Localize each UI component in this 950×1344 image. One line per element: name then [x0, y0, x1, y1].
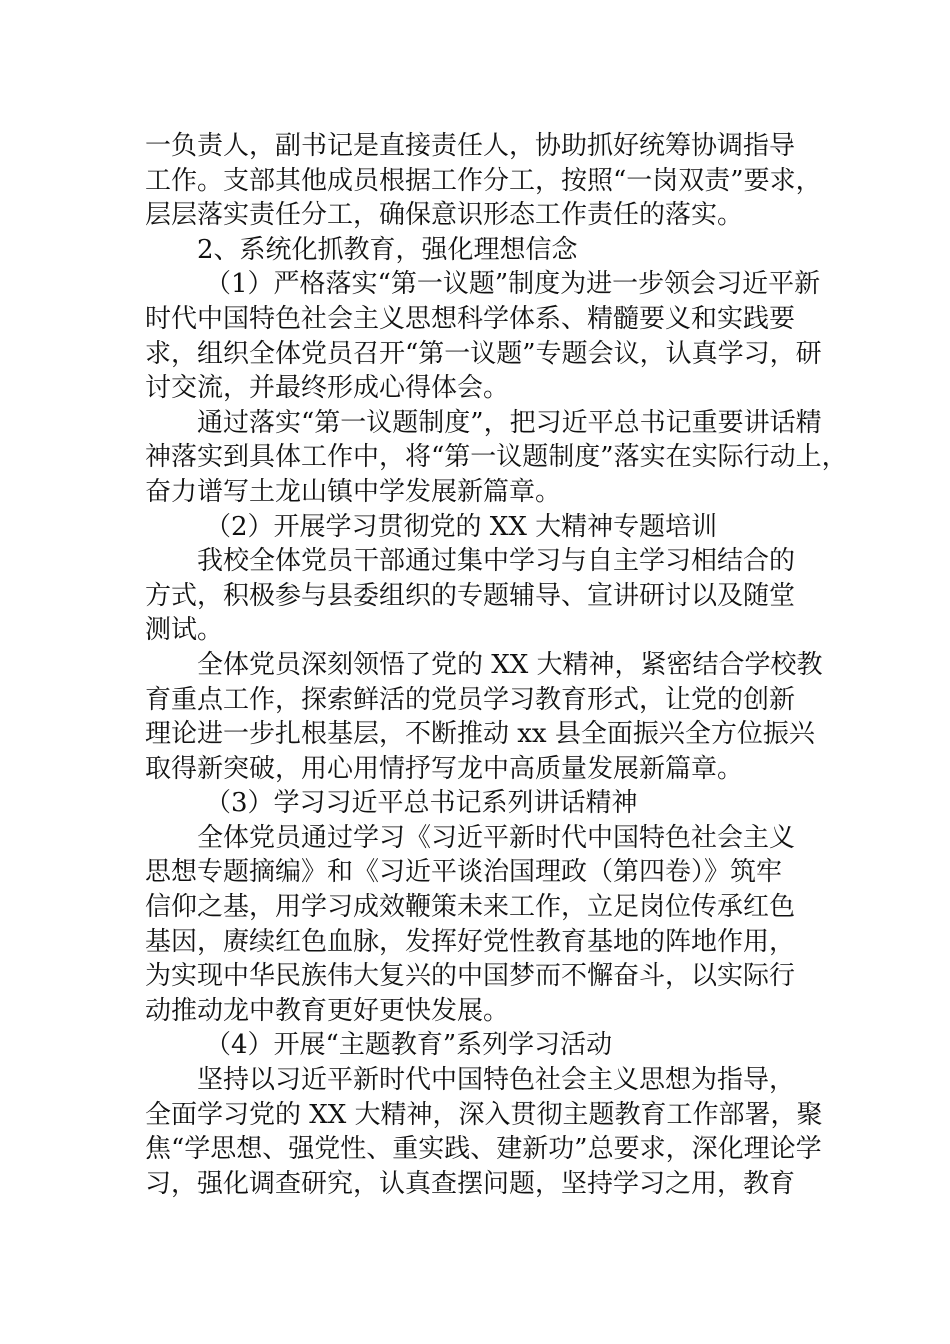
text-line: 工作。支部其他成员根据工作分工，按照“一岗双责”要求，	[145, 165, 822, 196]
text-line: 理论进一步扎根基层，不断推动 xx 县全面振兴全方位振兴	[145, 719, 815, 750]
text-line: 全体党员通过学习《习近平新时代中国特色社会主义	[197, 822, 796, 853]
text-line: 动推动龙中教育更好更快发展。	[145, 995, 510, 1026]
text-line: （1）严格落实“第一议题”制度为进一步领会习近平新	[205, 269, 821, 300]
text-line: 基因，赓续红色血脉，发挥好党性教育基地的阵地作用，	[145, 926, 796, 957]
text-line: 信仰之基，用学习成效鞭策未来工作，立足岗位传承红色	[145, 892, 796, 923]
document-body	[145, 129, 848, 1201]
text-line: 讨交流，并最终形成心得体会。	[145, 373, 510, 404]
text-line: （2）开展学习贯彻党的 XX 大精神专题培训	[205, 511, 718, 542]
text-line: 育重点工作，探索鲜活的党员学习教育形式，让党的创新	[145, 684, 796, 715]
text-line: 神落实到具体工作中，将“第一议题制度”落实在实际行动上，	[145, 442, 848, 473]
text-line: 求，组织全体党员召开“第一议题”专题会议，认真学习，研	[145, 338, 822, 369]
text-line: 焦“学思想、强党性、重实践、建新功”总要求，深化理论学	[145, 1134, 822, 1165]
text-line: 时代中国特色社会主义思想科学体系、精髓要义和实践要	[145, 303, 796, 334]
text-line: 层层落实责任分工，确保意识形态工作责任的落实。	[145, 200, 744, 231]
text-line: 全面学习党的 XX 大精神，深入贯彻主题教育工作部署，聚	[145, 1099, 823, 1130]
text-line: 全体党员深刻领悟了党的 XX 大精神，紧密结合学校教	[197, 649, 823, 680]
text-line: 奋力谱写土龙山镇中学发展新篇章。	[145, 476, 562, 507]
text-line: 坚持以习近平新时代中国特色社会主义思想为指导，	[197, 1065, 796, 1096]
text-line: 方式，积极参与县委组织的专题辅导、宣讲研讨以及随堂	[145, 580, 796, 611]
text-line: （4）开展“主题教育”系列学习活动	[205, 1030, 613, 1061]
text-line: 2、系统化抓教育，强化理想信念	[197, 234, 578, 265]
text-line: 测试。	[145, 615, 224, 646]
text-line: 我校全体党员干部通过集中学习与自主学习相结合的	[197, 546, 796, 577]
text-line: 通过落实“第一议题制度”，把习近平总书记重要讲话精	[197, 407, 822, 438]
text-line: 为实现中华民族伟大复兴的中国梦而不懈奋斗，以实际行	[145, 961, 796, 992]
text-line: 思想专题摘编》和《习近平谈治国理政（第四卷）》筑牢	[145, 857, 783, 888]
text-line: （3）学习习近平总书记系列讲话精神	[205, 788, 638, 819]
text-line: 取得新突破，用心用情抒写龙中高质量发展新篇章。	[145, 753, 744, 784]
text-line: 一负责人，副书记是直接责任人，协助抓好统筹协调指导	[145, 131, 796, 161]
text-line: 习，强化调查研究，认真查摆问题，坚持学习之用，教育	[145, 1168, 796, 1199]
